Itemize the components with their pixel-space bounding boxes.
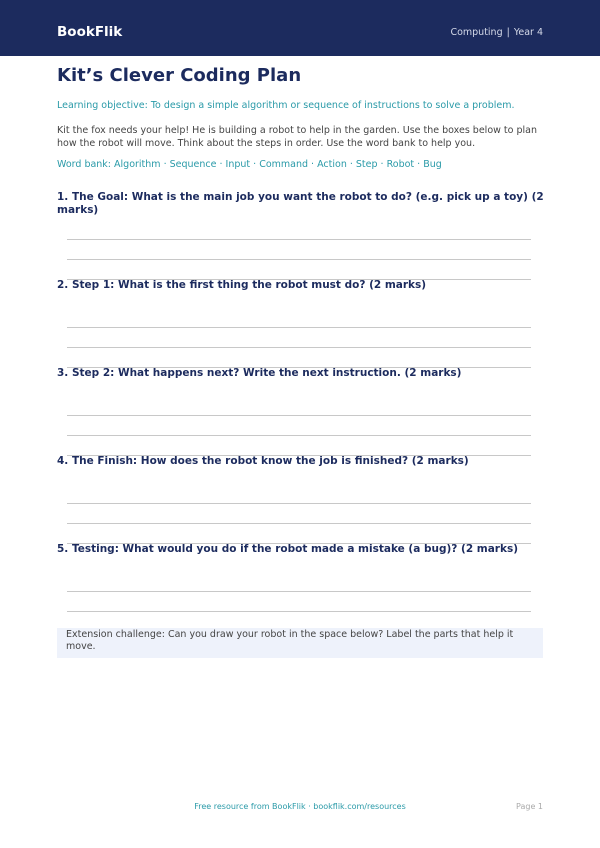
- learning-objective: Learning objective: To design a simple algorithm or sequence of instructions to solve a problem.: [57, 100, 515, 111]
- page-number: Page 1: [516, 802, 543, 811]
- answer-line[interactable]: [67, 611, 531, 612]
- answer-line[interactable]: [67, 503, 531, 504]
- question-1: [57, 191, 547, 217]
- question-3: [57, 367, 547, 380]
- question-text: 3. Step 2: What happens next? Write the next instruction. (2 marks): [57, 367, 462, 379]
- worksheet-title: Kit’s Clever Coding Plan: [57, 65, 302, 86]
- extension-challenge: Extension challenge: Can you draw your robot in the space below? Label the parts that help it move.: [57, 628, 543, 658]
- answer-line[interactable]: [67, 435, 531, 436]
- question-2: [57, 279, 547, 292]
- question-4: [57, 455, 547, 468]
- answer-line[interactable]: [67, 347, 531, 348]
- answer-line[interactable]: [67, 591, 531, 592]
- intro-text: Kit the fox needs your help! He is building a robot to help in the garden. Use the boxes below to plan how the robot will move. Think about the steps in order. Use the word bank to help you.: [57, 125, 537, 149]
- header-meta: [450, 27, 543, 39]
- question-text: 4. The Finish: How does the robot know the job is finished? (2 marks): [57, 455, 469, 467]
- page-header: [0, 0, 600, 56]
- answer-line[interactable]: [67, 239, 531, 240]
- answer-line[interactable]: [67, 523, 531, 524]
- brand-logo-text: BookFlik: [57, 24, 123, 40]
- question-text: 5. Testing: What would you do if the robot made a mistake (a bug)? (2 marks): [57, 543, 519, 555]
- year-label: Year 4: [513, 27, 543, 38]
- footer-credit: Free resource from BookFlik · bookflik.com/resources: [194, 802, 406, 811]
- word-bank: Word bank: Algorithm · Sequence · Input · Command · Action · Step · Robot · Bug: [57, 159, 442, 170]
- subject-label: Computing: [450, 27, 503, 38]
- answer-line[interactable]: [67, 415, 531, 416]
- answer-line[interactable]: [67, 327, 531, 328]
- answer-line[interactable]: [67, 259, 531, 260]
- question-text: 2. Step 1: What is the first thing the robot must do? (2 marks): [57, 279, 427, 291]
- question-text: 1. The Goal: What is the main job you want the robot to do? (e.g. pick up a toy) (2 marks): [57, 191, 544, 216]
- meta-separator: |: [506, 27, 510, 38]
- question-5: [57, 543, 547, 556]
